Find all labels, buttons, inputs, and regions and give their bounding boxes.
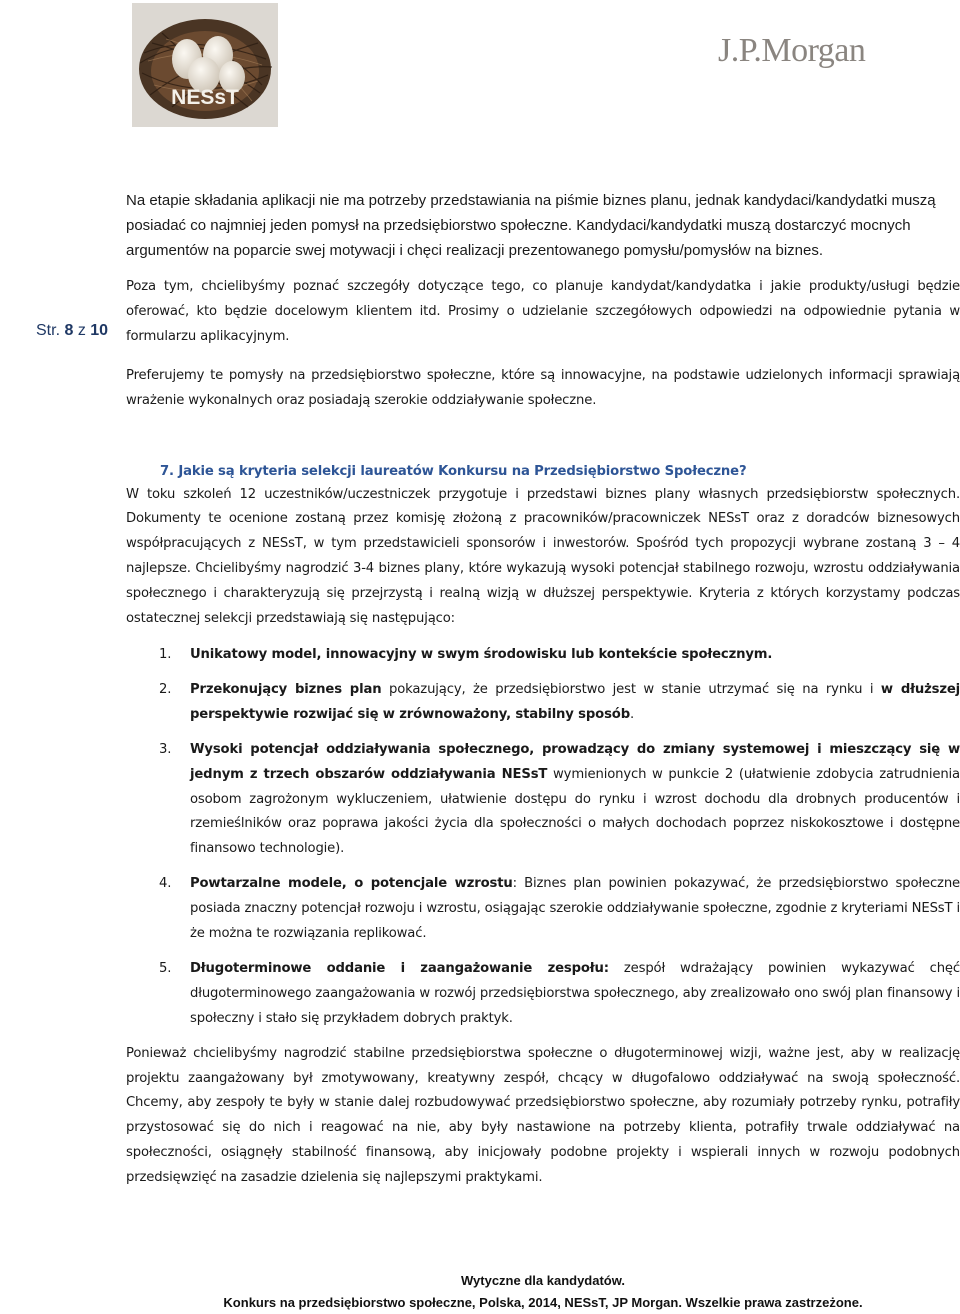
criteria-number: 4. xyxy=(159,876,172,892)
criteria-bold-2: w dłuższej perspektywie rozwijać się w zrównoważony, stabilny sposób xyxy=(190,681,960,722)
nesst-logo xyxy=(132,3,278,127)
page-total: 10 xyxy=(90,322,109,339)
criteria-number: 3. xyxy=(159,741,172,757)
criteria-item xyxy=(126,678,960,728)
criteria-number: 2. xyxy=(159,681,172,697)
page-prefix: Str. xyxy=(36,322,61,339)
nest-eggs-icon xyxy=(132,3,278,127)
criteria-bold: Długoterminowe oddanie i zaangażowanie zespołu: xyxy=(190,960,609,976)
criteria-item xyxy=(126,957,960,1032)
page-number xyxy=(36,322,108,340)
criteria-text-2: . xyxy=(630,706,635,722)
document-body xyxy=(126,188,960,1191)
footer-copyright: Konkurs na przedsiębiorstwo społeczne, Polska, 2014, NESsT, JP Morgan. Wszelkie prawa zastrzeżone. xyxy=(223,1295,863,1310)
criteria-item xyxy=(126,738,960,863)
logo-text: NESsT xyxy=(171,86,239,109)
criteria-text: zespół wdrażający powinien wykazywać chęć długoterminowego zaangażowania w rozwój przedsiębiorstwa społecznego, aby zrealizowało ono swój plan finansowy i społeczny i stało się przykładem dobrych praktyk. xyxy=(190,960,960,1026)
section-intro: W toku szkoleń 12 uczestników/uczestniczek przygotuje i przedstawi biznes plany własnych przedsiębiorstw społecznych. Dokumenty te ocenione zostaną przez komisję złożoną z pracowników/pracowniczek NESsT oraz z doradców biznesowych współpracujących z NESsT, w tym przedstawicieli sponsorów i inwestorów. Spośród tych propozycji wybrane zostaną 3 – 4 najlepsze. Chcielibyśmy nagrodzić 3-4 biznes plany, które wykazują wysoki potencjał stabilnego rozwoju, wzrostu oddziaływania społecznego i charakteryzują się przejrzystą i realną wizją w dłuższej perspektywie. Kryteria z których korzystamy podczas ostatecznej selekcji przedstawiają się następująco: xyxy=(126,486,960,627)
criteria-text: wymienionych w punkcie 2 (ułatwienie zdobycia zatrudnienia osobom zagrożonym wykluczeniem, ułatwienie dostępu do rynku i wzrost dochodu dla drobnych producentów i rzemieślników oraz poprawa jakości życia dla społeczności o małych dochodach poprzez niskokosztowe i dostępne finansowo technologie). xyxy=(190,766,960,857)
section-heading: 7. Jakie są kryteria selekcji laureatów Konkursu na Przedsiębiorstwo Społeczne? xyxy=(160,463,747,479)
criteria-bold: Powtarzalne modele, o potencjale wzrostu xyxy=(190,876,513,892)
intro-paragraph-3: Preferujemy te pomysły na przedsiębiorstwo społeczne, które są innowacyjne, na podstawie udzielonych informacji sprawiają wrażenie wykonalnych oraz posiadają szerokie oddziaływanie społeczne. xyxy=(126,367,960,408)
criteria-list xyxy=(126,643,960,1032)
closing-paragraph: Ponieważ chcielibyśmy nagrodzić stabilne przedsiębiorstwa społeczne o długoterminowej wizji, ważne jest, aby w realizację projektu zaangażowany był zmotywowany, kreatywny zespół, chcący w długofalowo oddziaływać na swoją społeczność. Chcemy, aby zespoły te były w stanie dalej rozbudowywać przedsiębiorstwo społeczne, aby rozumiały potrzeby rynku, potrafiły przystosować się do nich i reagować na nie, aby były nastawione na potrzeby klienta, potrafiły trwale oddziaływać na społeczności, osiągnęły stabilność finansową, aby inicjowały podobne projekty i wspierali innych w rozwoju podobnych przedsięwzięć na zasadzie dzielenia się najlepszymi praktykami. xyxy=(126,1045,960,1186)
criteria-text: pokazujący, że przedsiębiorstwo jest w stanie utrzymać się na rynku i xyxy=(381,681,881,697)
jpmorgan-logo: J.P.Morgan xyxy=(718,32,866,69)
intro-paragraph-2: Poza tym, chcielibyśmy poznać szczegóły dotyczące tego, co planuje kandydat/kandydatka i jakie produkty/usługi będzie oferować, kto będzie docelowym klientem itd. Prosimy o udzielanie szczegółowych odpowiedzi na odpowiednie pytania w formularzu aplikacyjnym. xyxy=(126,279,960,344)
criteria-bold: Wysoki potencjał oddziaływania społecznego, prowadzący do zmiany systemowej i mieszczący się w jednym z trzech obszarów oddziaływania NESsT xyxy=(190,741,960,782)
footer-title: Wytyczne dla kandydatów. xyxy=(461,1273,625,1288)
criteria-text: : Biznes plan powinien pokazywać, że przedsiębiorstwo społeczne posiada znaczny potencjał rozwoju i wzrostu, osiągając szerokie oddziaływanie społeczne, zgodnie z kryteriami NESsT i że można te rozwiązania replikować. xyxy=(190,876,960,942)
intro-paragraph-1: Na etapie składania aplikacji nie ma potrzeby przedstawiania na piśmie biznes planu, jednak kandydaci/kandydatki muszą posiadać co najmniej jeden pomysł na przedsiębiorstwo społeczne. Kandydaci/kandydatki muszą dostarczyć mocnych argumentów na poparcie swej motywacji i chęci realizacji prezentowanego pomysłu/pomysłów na biznes. xyxy=(126,192,936,259)
page-footer xyxy=(0,1270,960,1314)
criteria-item xyxy=(126,872,960,947)
page-current: 8 xyxy=(64,322,74,339)
criteria-bold: Unikatowy model, innowacyjny w swym środowisku lub kontekście społecznym. xyxy=(190,646,773,662)
criteria-number: 5. xyxy=(159,960,172,976)
criteria-bold: Przekonujący biznes plan xyxy=(190,681,382,697)
criteria-number: 1. xyxy=(159,646,172,662)
criteria-item xyxy=(126,643,960,668)
page-sep: z xyxy=(77,322,86,339)
